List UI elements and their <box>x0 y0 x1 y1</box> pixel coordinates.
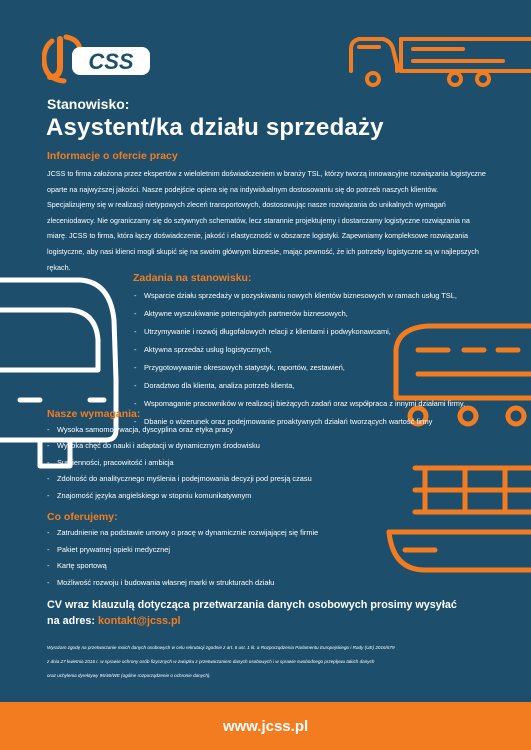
logo-text: CSS <box>88 49 134 74</box>
list-item: - Aktywne wyszukiwanie potencjalnych partnerów biznesowych, <box>134 305 465 323</box>
offer-description: JCSS to firma założona przez ekspertów z wieloletnim doświadczeniem w branży TSL, którzy tworzą innowacyjne rozwiązania logistyczne oparte na najwyższej jakości. Nasze podejście opiera się na indywidualnym dostosowaniu się do potrzeb naszych klientów. Specjalizujemy się w realizacji nietypowych zleceń transportowych, dostosowując nasze rozwiązania do unikalnych wymagań zleceniodawcy. Nie ograniczamy się do sztywnych schematów, lecz starannie projektujemy i dostarczamy logistyczne rozwiązania na miarę. JCSS to firma, która łączy doświadczenie, jakość i elastyczność w obszarze logistyki. Zapewniamy kompleksowe rozwiązania logistyczne, aby nasi klienci mogli skupić się na swoim głównym biznesie, mając pewność, że ich potrzeby logistyczne są w najlepszych rękach. <box>47 169 486 272</box>
list-item: - Kartę sportową <box>47 558 318 575</box>
list-item: - Aktywna sprzedaż usług logistycznych, <box>134 341 465 359</box>
tasks-heading: Zadania na stanowisku: <box>133 272 252 284</box>
list-item: - Wsparcie działu sprzedaży w pozyskiwaniu nowych klientów biznesowych w ramach usług TSL, <box>134 287 465 305</box>
list-item: - Znajomość języka angielskiego w stopniu komunikatywnym <box>47 488 312 504</box>
cv-address-line <box>47 613 457 629</box>
contact-email-link[interactable]: kontakt@jcss.pl <box>98 615 181 627</box>
ship-icon <box>385 460 531 590</box>
offer-heading: Informacje o ofercie pracy <box>47 150 178 162</box>
list-item: - Utrzymywanie i rozwój długofalowych relacji z klientami i podwykonawcami, <box>134 323 465 341</box>
list-item: - Dbanie o wizerunek oraz podejmowanie proaktywnych działań tworzących wartość firmy <box>134 413 465 431</box>
truck-icon <box>343 35 531 87</box>
cv-line: CV wraz klauzulą dotycząca przetwarzania danych osobowych prosimy wysyłać <box>47 599 457 611</box>
list-item: - Przygotowywanie okresowych statystyk, raportów, zestawień, <box>134 359 465 377</box>
tasks-list <box>134 287 465 431</box>
list-item: - Pakiet prywatnej opieki medycznej <box>47 542 318 559</box>
cv-instructions <box>47 597 457 629</box>
list-item: - Zatrudnienie na podstawie umowy o pracę w dynamicznie rozwijającej się firmie <box>47 525 318 542</box>
list-item: - Wysoka chęć do nauki i adaptacji w dynamicznym środowisku <box>47 438 312 454</box>
gdpr-line: Wyrażam zgodę na przetwarzanie moich danych osobowych w celu rekrutacji zgodnie z art. 6 ust. 1 lit. a Rozporządzenia Parlamentu Europejskiego i Rady (UE) 2016/679 <box>47 645 395 650</box>
gdpr-line: z dnia 27 kwietnia 2016 r. w sprawie ochrony osób fizycznych w związku z przetwarzaniem danych osobowych i w sprawie swobodnego przepływu takich danych <box>47 659 375 664</box>
list-item: - Wspomaganie pracowników w realizacji bieżących zadań oraz współpraca z innymi działami firmy, <box>134 395 465 413</box>
jcss-logo-icon <box>42 33 154 85</box>
footer-bar <box>0 702 531 750</box>
offerings-list <box>47 525 318 591</box>
page-title: Asystent/ka działu sprzedaży <box>46 114 384 141</box>
offerings-heading: Co oferujemy: <box>47 511 118 523</box>
list-item: - Sumienności, pracowitość i ambicja <box>47 455 312 471</box>
list-item: - Możliwość rozwoju i budowania własnej marki w strukturach działu <box>47 575 318 592</box>
requirements-heading: Nasze wymagania: <box>47 408 141 420</box>
list-item: - Zdolność do analitycznego myślenia i podejmowania decyzji pod presją czasu <box>47 471 312 487</box>
gdpr-line: oraz uchylenia dyrektywy 95/46/WE (ogólne rozporządzenie o ochronie danych). <box>47 673 211 678</box>
cv-address-prefix: na adres: <box>47 615 99 627</box>
position-label: Stanowisko: <box>47 96 130 112</box>
gdpr-clause <box>47 641 497 683</box>
requirements-list <box>47 422 312 504</box>
website-link[interactable]: www.jcss.pl <box>222 718 309 735</box>
list-item: - Wysoka samomotywacja, dyscyplina oraz etyka pracy <box>47 422 312 438</box>
list-item: - Doradztwo dla klienta, analiza potrzeb klienta, <box>134 377 465 395</box>
